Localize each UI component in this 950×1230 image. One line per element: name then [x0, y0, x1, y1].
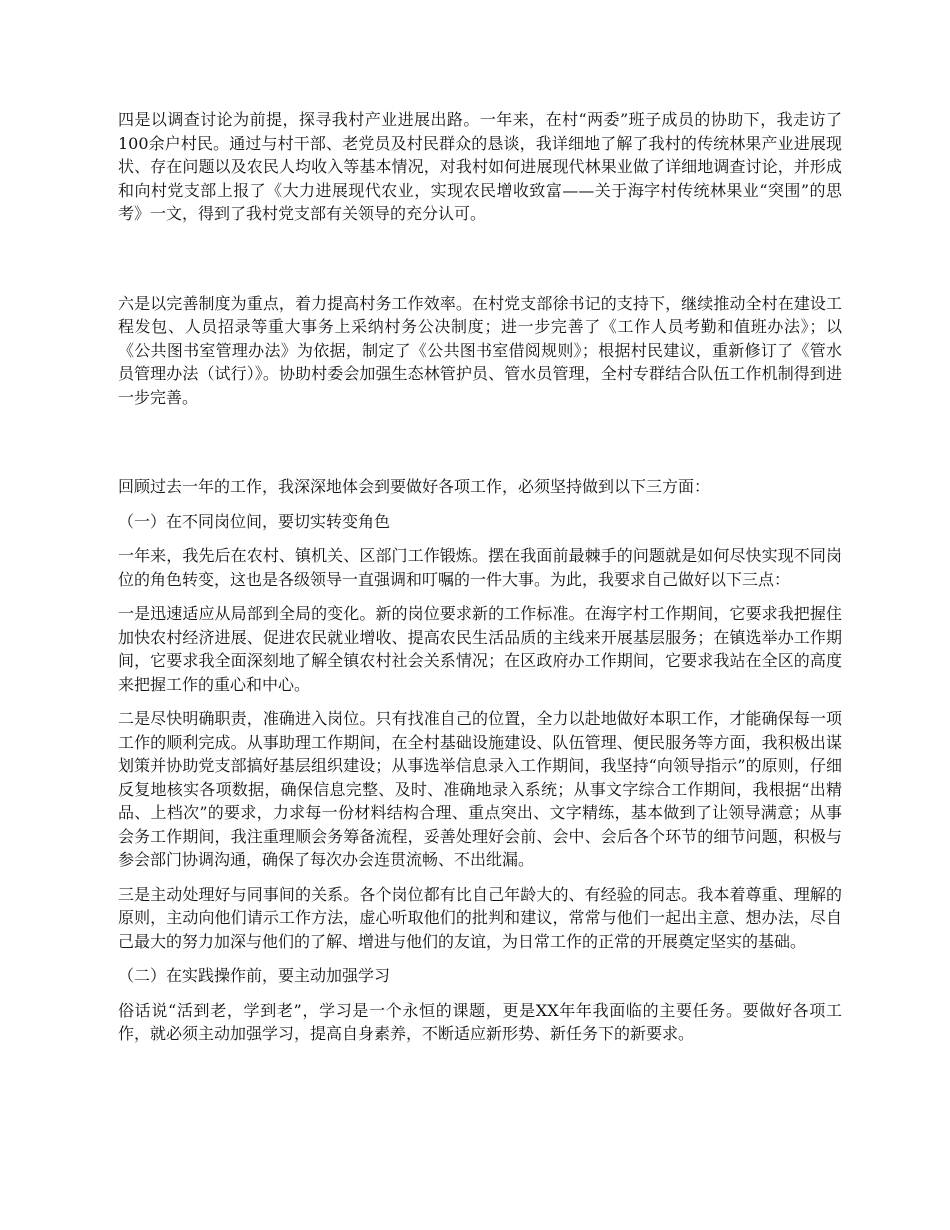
paragraph-system-improvement: 六是以完善制度为重点，着力提高村务工作效率。在村党支部徐书记的支持下，继续推动全村在建设工程发包、人员招录等重大事务上采纳村务公决制度；进一步完善了《工作人员考勤和值班办法》；以《公共图书室管理办法》为依据，制定了《公共图书室借阅规则》；根据村民建议，重新修订了《管水员管理办法（试行）》。协助村委会加强生态林管护员、管水员管理，全村专群结合队伍工作机制得到进一步完善。 — [118, 293, 842, 407]
section-heading-2: （二）在实践操作前，要主动加强学习 — [118, 966, 391, 985]
paragraph-point-three: 三是主动处理好与同事间的关系。各个岗位都有比自己年龄大的、有经验的同志。我本着尊重、理解的原则，主动向他们请示工作方法，虚心听取他们的批判和建议，常常与他们一起出主意、想办法，尽自己最大的努力加深与他们的了解、增进与他们的友谊，为日常工作的正常的开展奠定坚实的基础。 — [118, 884, 842, 951]
paragraph-point-one: 一是迅速适应从局部到全局的变化。新的岗位要求新的工作标准。在海字村工作期间，它要求我把握住加快农村经济进展、促进农民就业增收、提高农民生活品质的主线来开展基层服务；在镇选举办工作期间，它要求我全面深刻地了解全镇农村社会关系情况；在区政府办工作期间，它要求我站在全区的高度来把握工作的重心和中心。 — [118, 604, 842, 694]
document-body — [118, 108, 842, 1046]
paragraph-learning: 俗话说“活到老，学到老”，学习是一个永恒的课题，更是XX年年我面临的主要任务。要做好各项工作，就必须主动加强学习，提高自身素养，不断适应新形势、新任务下的新要求。 — [118, 1000, 842, 1043]
paragraph-industry-research: 四是以调查讨论为前提，探寻我村产业进展出路。一年来，在村“两委”班子成员的协助下，我走访了100余户村民。通过与村干部、老党员及村民群众的恳谈，我详细地了解了我村的传统林果产业进展现状、存在问题以及农民人均收入等基本情况，对我村如何进展现代林果业做了详细地调查讨论，并形成和向村党支部上报了《大力进展现代农业，实现农民增收致富——关于海字村传统林果业“突围”的思考》一文，得到了我村党支部有关领导的充分认可。 — [118, 110, 842, 223]
paragraph-review-intro: 回顾过去一年的工作，我深深地体会到要做好各项工作，必须坚持做到以下三方面： — [118, 477, 711, 496]
section-heading-1: （一）在不同岗位间，要切实转变角色 — [118, 511, 391, 531]
paragraph-point-two: 二是尽快明确职责，准确进入岗位。只有找准自己的位置，全力以赴地做好本职工作，才能确保每一项工作的顺利完成。从事助理工作期间，在全村基础设施建设、队伍管理、便民服务等方面，我积极出谋划策并协助党支部搞好基层组织建设；从事选举信息录入工作期间，我坚持“向领导指示”的原则，仔细反复地核实各项数据，确保信息完整、及时、准确地录入系统；从事文字综合工作期间，我根据“出精品、上档次”的要求，力求每一份材料结构合理、重点突出、文字精练，基本做到了让领导满意；从事会务工作期间，我注重理顺会务筹备流程，妥善处理好会前、会中、会后各个环节的细节问题，积极与参会部门协调沟通，确保了每次办会连贯流畅、不出纰漏。 — [118, 709, 842, 869]
paragraph-role-change: 一年来，我先后在农村、镇机关、区部门工作锻炼。摆在我面前最棘手的问题就是如何尽快实现不同岗位的角色转变，这也是各级领导一直强调和叮嘱的一件大事。为此，我要求自己做好以下三点： — [118, 546, 842, 589]
